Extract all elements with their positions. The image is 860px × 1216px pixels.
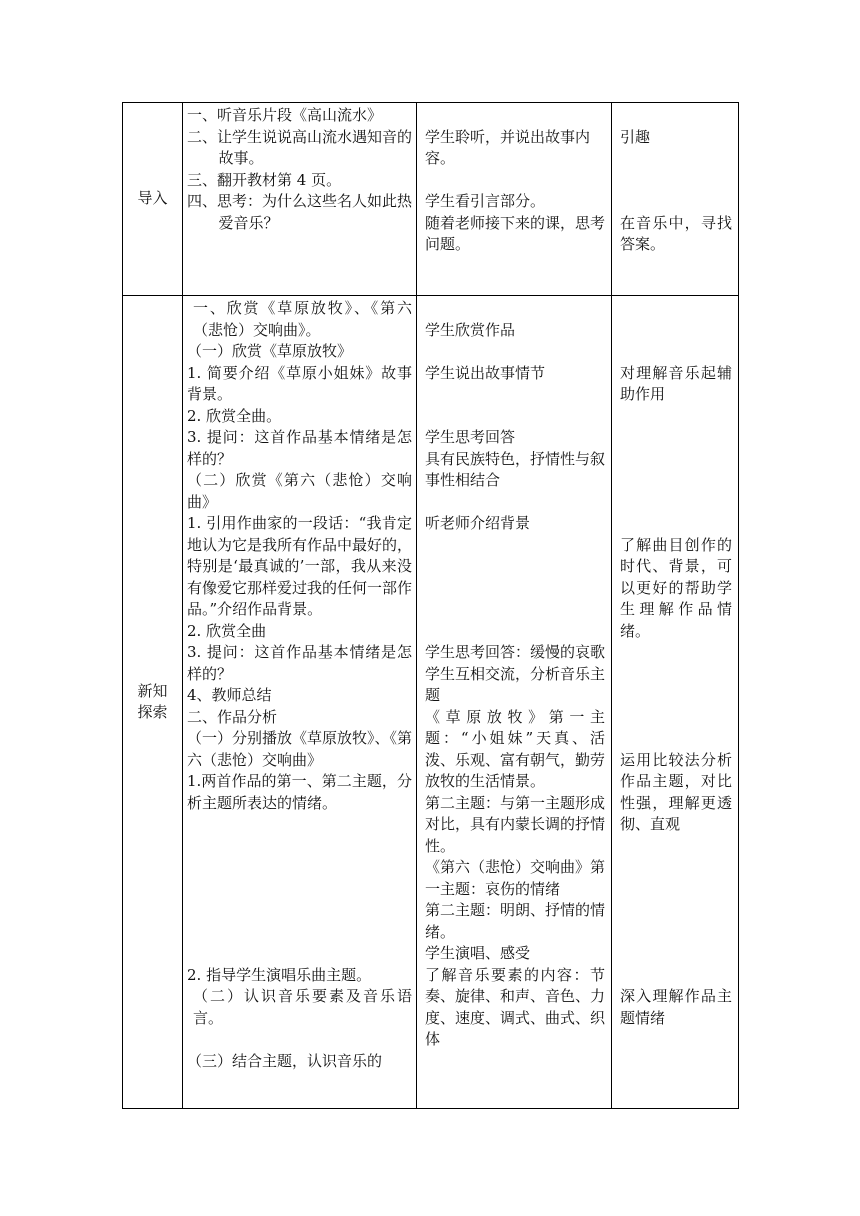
student-item: 《第六（悲怆）交响曲》第一主题：哀伤的情绪 <box>425 858 606 898</box>
purpose-cell <box>612 103 739 296</box>
teacher-item: 2. 指导学生演唱乐曲主题。 <box>187 965 372 984</box>
student-item: 听老师介绍背景 <box>425 514 531 532</box>
purpose-item: 对理解音乐起辅助作用 <box>620 363 732 403</box>
teacher-item: （三）结合主题，认识音乐的 <box>187 1051 383 1070</box>
teacher-item: 4、教师总结 <box>187 686 272 704</box>
stage-cell-intro <box>123 103 183 296</box>
lesson-plan-table <box>122 102 739 1109</box>
student-activity-cell <box>417 296 612 1109</box>
teacher-item: （二）认识音乐要素及音乐语言。 <box>193 987 412 1027</box>
purpose-item: 运用比较法分析作品主题，对比性强，理解更透彻、直观 <box>620 750 732 833</box>
student-item: 学生演唱、感受 <box>425 944 531 962</box>
teacher-item: 1. 引用作曲家的一段话：“我肯定地认为它是我所有作品中最好的，特别是‘最真诚的’一部，我从来没有像爱它那样爱过我的任何一部作品。”介绍作品背景。 <box>187 514 413 618</box>
student-item: 《草原放牧》第一主题：“小姐妹”天真、活泼、乐观、富有朝气，勤劳放牧的生活情景。 <box>425 707 606 790</box>
teacher-item: 3. 提问：这首作品基本情绪是怎样的？ <box>187 428 412 468</box>
stage-label: 新知探索 <box>137 681 168 721</box>
teacher-item: 一、欣赏《草原放牧》、《第六（悲怆）交响曲》。 <box>193 299 412 339</box>
stage-cell-new-knowledge <box>123 296 183 1109</box>
purpose-cell <box>612 296 739 1109</box>
teacher-item: 三、翻开教材第 4 页。 <box>187 170 342 189</box>
teacher-item: 一、听音乐片段《高山流水》 <box>187 106 383 124</box>
purpose-item: 在音乐中，寻找答案。 <box>620 213 732 253</box>
student-item: 学生聆听，并说出故事内容。 <box>425 127 591 167</box>
teacher-activity-cell <box>183 296 417 1109</box>
teacher-item: 二、让学生说说高山流水遇知音的故事。 <box>187 127 413 167</box>
student-item: 学生说出故事情节 <box>425 363 546 382</box>
teacher-item: （一）欣赏《草原放牧》 <box>187 342 353 360</box>
teacher-item: 2. 欣赏全曲。 <box>187 406 282 425</box>
student-item: 学生思考回答：缓慢的哀歌 <box>425 643 606 661</box>
student-item: 第二主题：明朗、抒情的情绪。 <box>425 901 606 941</box>
table-row-intro <box>123 103 739 296</box>
teacher-activity-cell <box>183 103 417 296</box>
student-item: 学生互相交流，分析音乐主题 <box>425 664 606 704</box>
table-row-new-knowledge <box>123 296 739 1109</box>
student-item: 第二主题：与第一主题形成对比，具有内蒙长调的抒情性。 <box>425 793 606 855</box>
teacher-item: 1.两首作品的第一、第二主题，分析主题所表达的情绪。 <box>187 772 412 812</box>
student-item: 随着老师接下来的课，思考问题。 <box>425 213 606 253</box>
teacher-item: （二）欣赏《第六（悲怆）交响曲》 <box>187 471 412 511</box>
teacher-item: 3. 提问：这首作品基本情绪是怎样的？ <box>187 643 412 683</box>
teacher-item: 2. 欣赏全曲 <box>187 621 267 640</box>
teacher-item: 四、思考：为什么这些名人如此热爱音乐？ <box>187 192 413 232</box>
teacher-item: 1. 简要介绍《草原小姐妹》故事背景。 <box>187 363 412 403</box>
student-item: 学生欣赏作品 <box>425 320 516 339</box>
student-item: 了解音乐要素的内容：节奏、旋律、和声、音色、力度、速度、调式、曲式、织体 <box>425 965 606 1048</box>
purpose-item: 了解曲目创作的时代、背景，可以更好的帮助学生理解作品情绪。 <box>620 535 732 640</box>
student-item: 学生思考回答 <box>425 428 516 446</box>
student-item: 具有民族特色，抒情性与叙事性相结合 <box>425 449 606 489</box>
purpose-item: 引趣 <box>620 127 651 146</box>
stage-label: 导入 <box>137 189 168 208</box>
purpose-item: 深入理解作品主题情绪 <box>620 987 732 1027</box>
teacher-item: （一）分别播放《草原放牧》、《第六（悲怆）交响曲》 <box>187 729 413 769</box>
student-item: 学生看引言部分。 <box>425 192 546 210</box>
teacher-item: 二、作品分析 <box>187 707 278 726</box>
student-activity-cell <box>417 103 612 296</box>
